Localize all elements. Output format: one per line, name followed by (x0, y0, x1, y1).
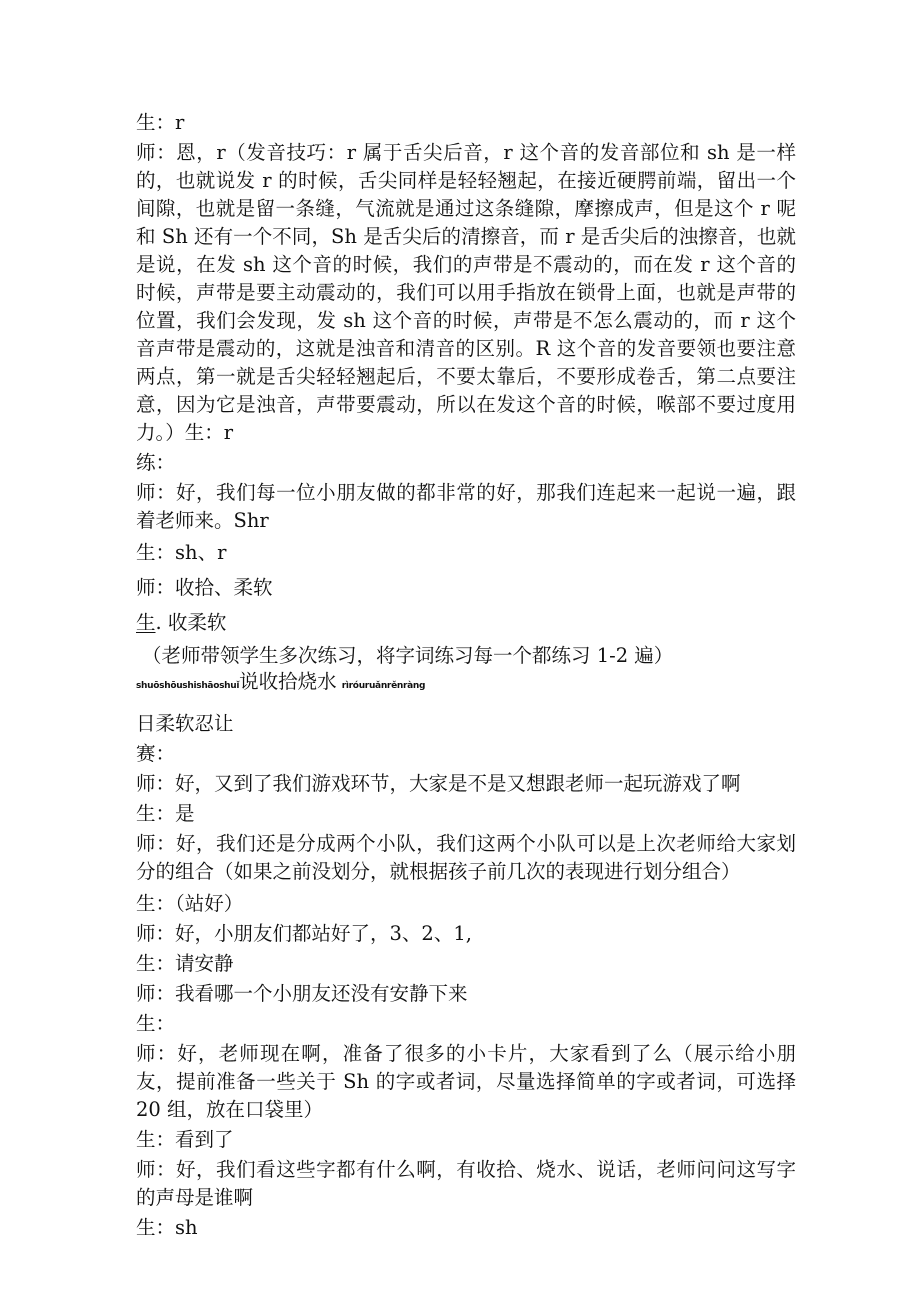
dialogue-line: 生：r (136, 111, 185, 134)
dialogue-line: 师：好，小朋友们都站好了，3、2、1, (136, 922, 472, 945)
dialogue-line: 生：是 (136, 802, 195, 825)
speaker-label: 生 (136, 611, 156, 634)
dialogue-line: 生：sh (136, 1216, 198, 1239)
pinyin-text: rìróuruǎnrěnràng (341, 681, 426, 691)
section-label: 赛： (136, 742, 176, 765)
dialogue-paragraph: 师：好，我们还是分成两个小队，我们这两个小队可以是上次老师给大家划分的组合（如果之前没划分，就根据孩子前几次的表现进行划分组合） (136, 832, 796, 883)
word-list: 说收拾烧水 (239, 670, 337, 693)
dialogue-line: 师：好，又到了我们游戏环节，大家是不是又想跟老师一起玩游戏了啊 (136, 772, 741, 795)
dialogue-line (136, 608, 796, 638)
document-page (136, 108, 796, 1243)
pinyin-text: shuōshōushishāoshuǐ (136, 681, 240, 691)
dialogue-line: 生：（站好） (136, 892, 244, 915)
word-list: 日柔软忍让 (136, 712, 234, 735)
stage-note: （老师带领学生多次练习，将字词练习每一个都练习 1-2 遍） (142, 644, 674, 667)
dialogue-line: 师：我看哪一个小朋友还没有安静下来 (136, 982, 468, 1005)
section-label: 练： (136, 451, 176, 474)
dialogue-line: 生：看到了 (136, 1128, 234, 1151)
dialogue-paragraph: 师：恩，r（发音技巧：r 属于舌尖后音，r 这个音的发音部位和 sh 是一样的，也就说发 r 的时候，舌尖同样是轻轻翘起，在接近硬腭前端，留出一个间隙，也就是留一条缝，气流就是通过这条缝隙，摩擦成声，但是这个 r 呢和 Sh 还有一个不同，Sh 是舌尖后的清擦音，而 r 是舌尖后的浊擦音，也就是说，在发 sh 这个音的时候，我们的声带是不震动的，而在发 r 这个音的时候，声带是要主动震动的，我们可以用手指放在锁骨上面，也就是声带的位置，我们会发现，发 sh 这个音的时候，声带是不怎么震动的，而 r 这个音声带是震动的，这就是浊音和清音的区别。R 这个音的发音要领也要注意两点，第一就是舌尖轻轻翘起后，不要太靠后，不要形成卷舌，第二点要注意，因为它是浊音，声带要震动，所以在发这个音的时候，喉部不要过度用力。）生：r (136, 141, 796, 444)
dialogue-line: 生： (136, 1012, 176, 1035)
dialogue-paragraph: 师：好，我们看这些字都有什么啊，有收拾、烧水、说话，老师问问这写字的声母是谁啊 (136, 1158, 796, 1209)
dialogue-line: 生：请安静 (136, 952, 234, 975)
dialogue-paragraph: 师：好，我们每一位小朋友做的都非常的好，那我们连起来一起说一遍，跟着老师来。Shr (136, 481, 796, 532)
pinyin-line (136, 671, 796, 693)
dialogue-line: 生：sh、r (136, 541, 227, 564)
dialogue-paragraph: 师：好，老师现在啊，准备了很多的小卡片，大家看到了么（展示给小朋友，提前准备一些关于 Sh 的字或者词，尽量选择简单的字或者词，可选择 20 组，放在口袋里） (136, 1042, 796, 1121)
dialogue-line: 师：收拾、柔软 (136, 576, 273, 599)
dialogue-text: . 收柔软 (155, 611, 227, 634)
